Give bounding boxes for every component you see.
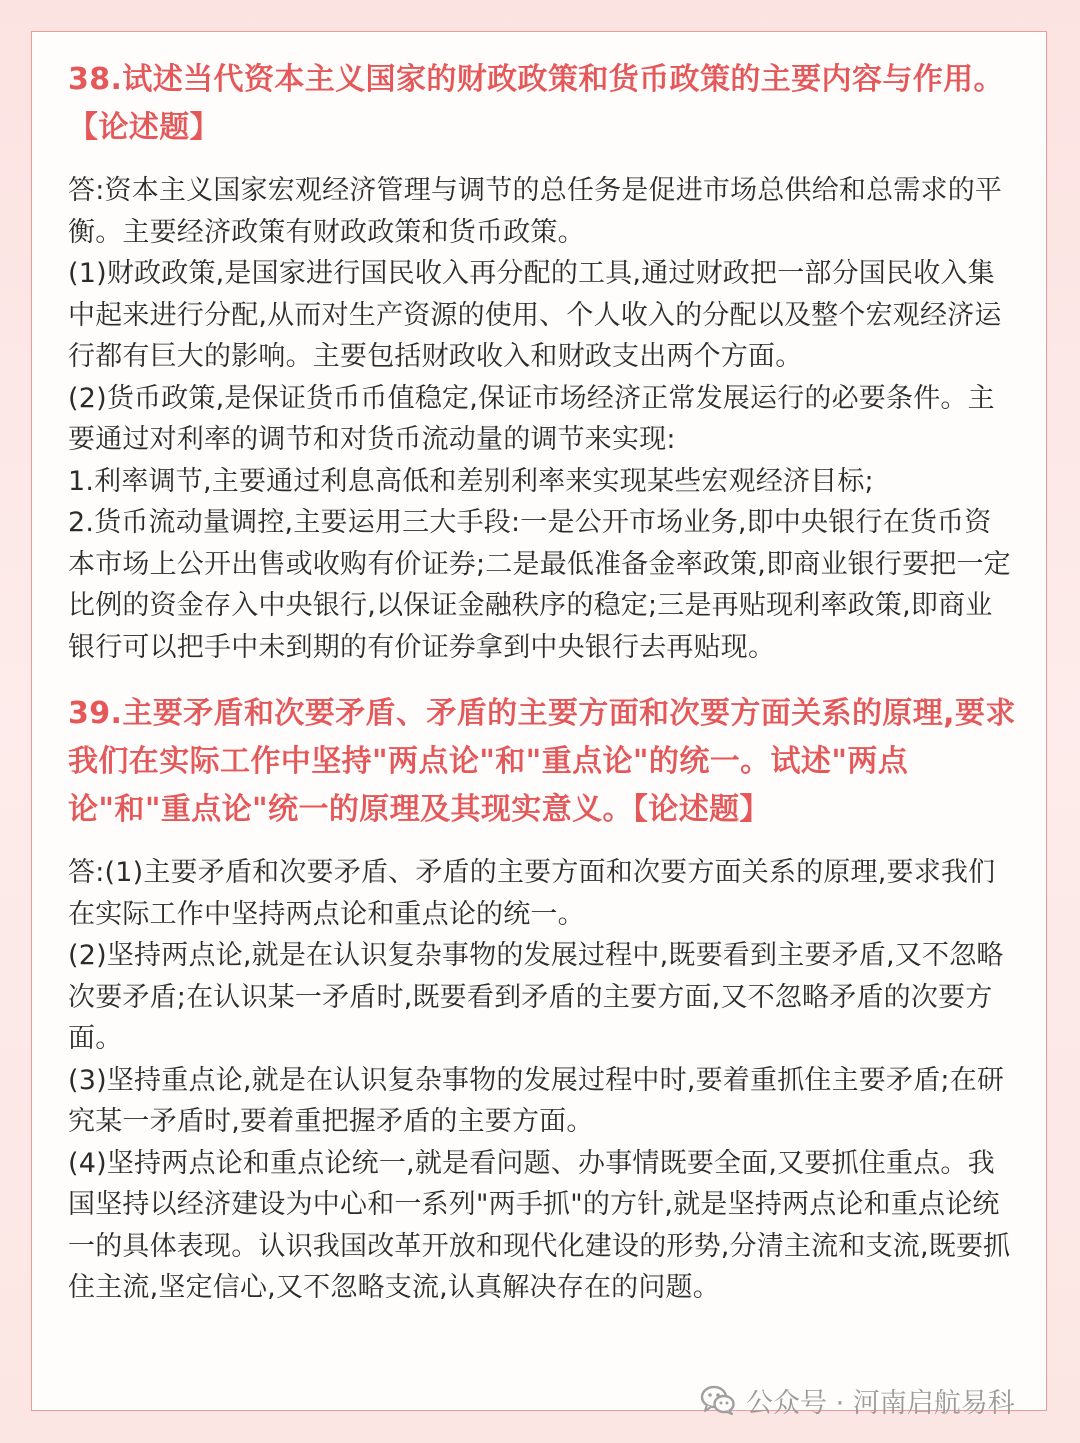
answer-paragraph: 答:资本主义国家宏观经济管理与调节的总任务是促进市场总供给和总需求的平衡。主要经济政策有财政政策和货币政策。 xyxy=(68,175,1003,248)
watermark xyxy=(700,1378,1015,1422)
answer-paragraph: 2.货币流动量调控,主要运用三大手段:一是公开市场业务,即中央银行在货币资本市场上公开出售或收购有价证券;二是最低准备金率政策,即商业银行要把一定比例的资金存入中央银行,以保证金融秩序的稳定;三是再贴现利率政策,即商业银行可以把手中未到期的有价证券拿到中央银行去再贴现。 xyxy=(68,507,1011,663)
document-body xyxy=(68,56,1018,1309)
answer-paragraph: (2)坚持两点论,就是在认识复杂事物的发展过程中,既要看到主要矛盾,又不忽略次要矛盾;在认识某一矛盾时,既要看到矛盾的主要方面,又不忽略矛盾的次要方面。 xyxy=(68,940,1004,1054)
answer-paragraph: (4)坚持两点论和重点论统一,就是看问题、办事情既要全面,又要抓住重点。我国坚持以经济建设为中心和一系列"两手抓"的方针,就是坚持两点论和重点论统一的具体表现。认识我国改革开放和现代化建设的形势,分清主流和支流,既要抓住主流,坚定信心,又不忽略支流,认真解决存在的问题。 xyxy=(68,1147,1011,1303)
question-38 xyxy=(68,56,1018,668)
answer-paragraph: (2)货币政策,是保证货币币值稳定,保证市场经济正常发展运行的必要条件。主要通过对利率的调节和对货币流动量的调节来实现: xyxy=(68,382,995,455)
question-39-answer xyxy=(68,852,1018,1309)
wechat-icon xyxy=(700,1384,736,1416)
answer-paragraph: (1)财政政策,是国家进行国民收入再分配的工具,通过财政把一部分国民收入集中起来进行分配,从而对生产资源的使用、个人收入的分配以及整个宏观经济运行都有巨大的影响。主要包括财政收入和财政支出两个方面。 xyxy=(68,258,1002,372)
question-39-title: 39.主要矛盾和次要矛盾、矛盾的主要方面和次要方面关系的原理,要求我们在实际工作中坚持"两点论"和"重点论"的统一。试述"两点论"和"重点论"统一的原理及其现实意义。【论述题】 xyxy=(68,696,1016,827)
question-39 xyxy=(68,690,1018,1309)
question-38-answer xyxy=(68,170,1018,668)
question-38-title: 38.试述当代资本主义国家的财政政策和货币政策的主要内容与作用。【论述题】 xyxy=(68,62,1004,145)
content-card xyxy=(31,31,1047,1411)
answer-paragraph: (3)坚持重点论,就是在认识复杂事物的发展过程中时,要着重抓住主要矛盾;在研究某一矛盾时,要着重把握矛盾的主要方面。 xyxy=(68,1064,1005,1137)
watermark-text: 公众号 · 河南启航易科 xyxy=(746,1387,1015,1419)
answer-paragraph: 答:(1)主要矛盾和次要矛盾、矛盾的主要方面和次要方面关系的原理,要求我们在实际工作中坚持两点论和重点论的统一。 xyxy=(68,857,996,930)
answer-paragraph: 1.利率调节,主要通过利息高低和差别利率来实现某些宏观经济目标; xyxy=(68,465,874,497)
